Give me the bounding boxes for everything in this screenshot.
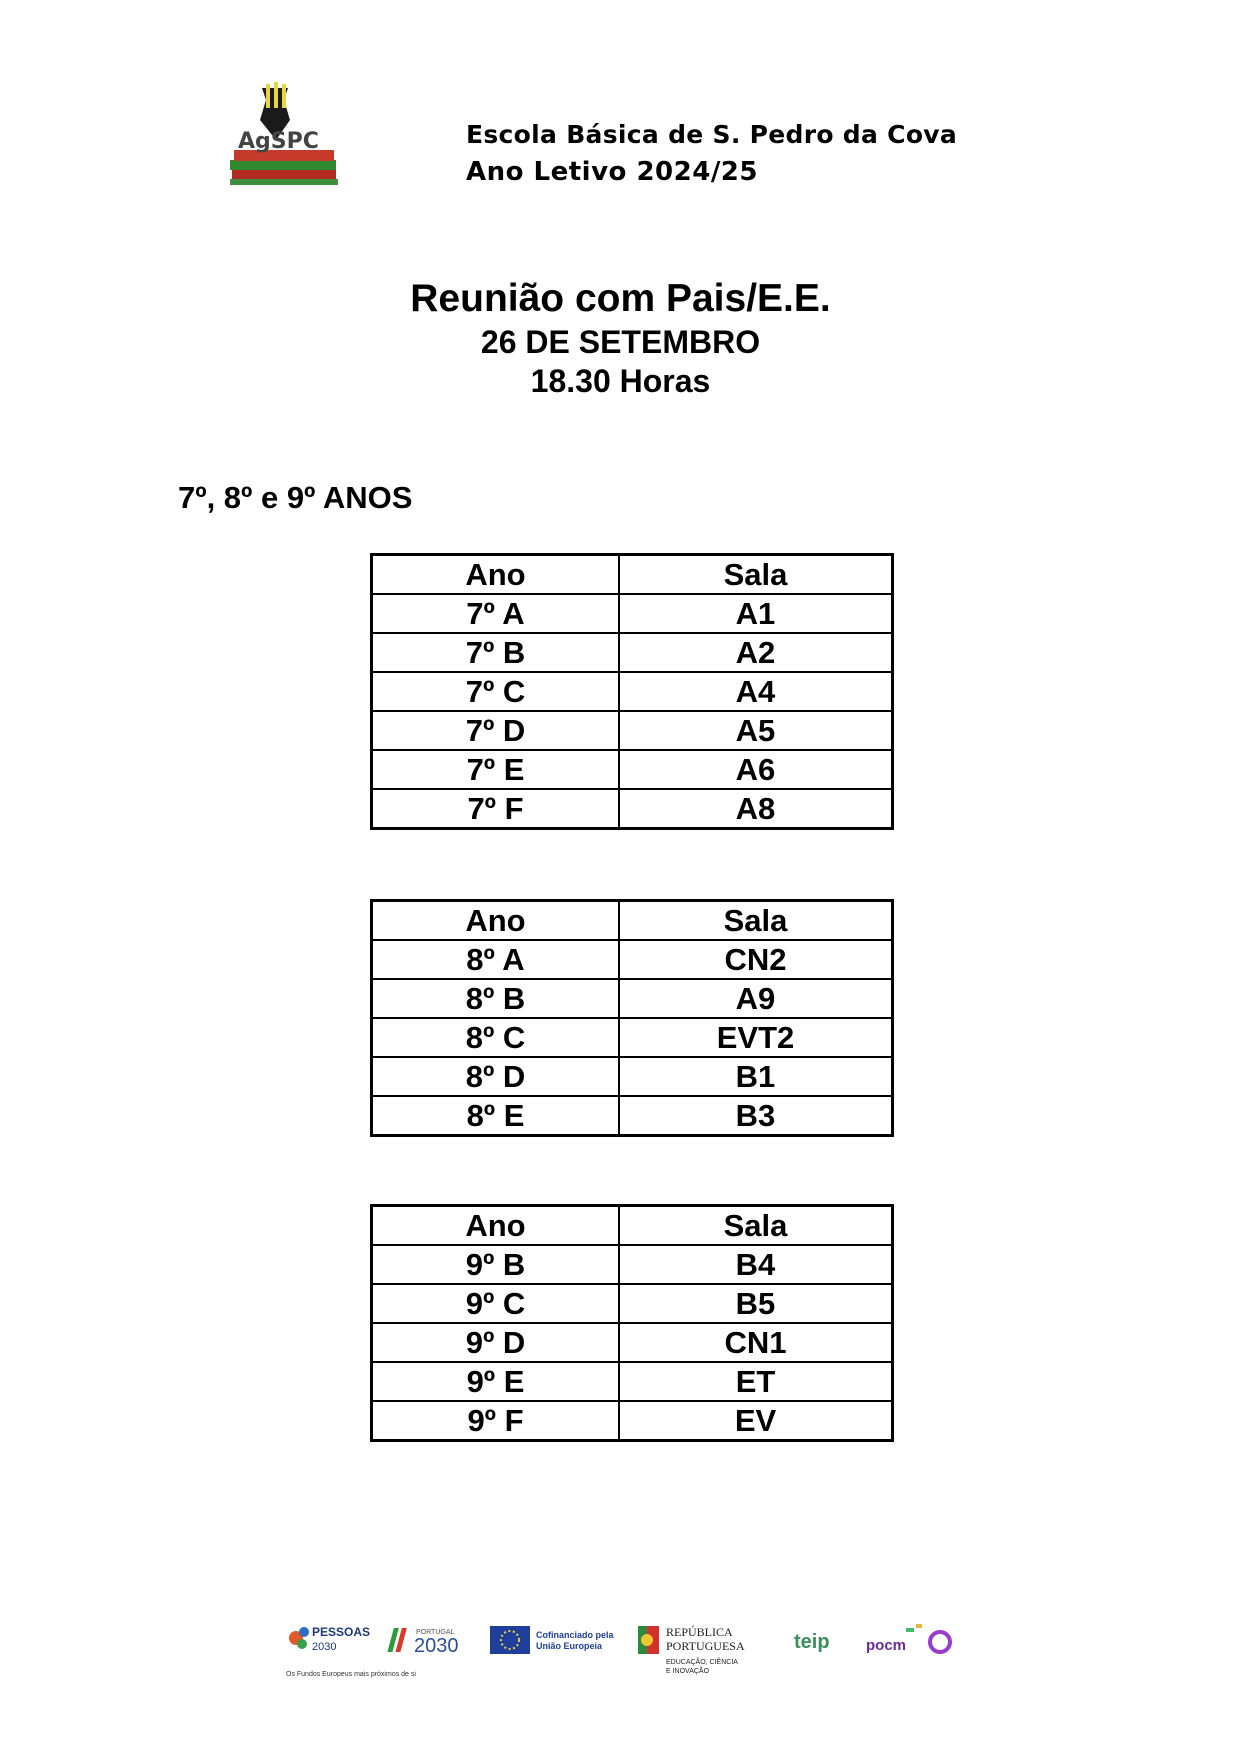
cell-ano: 7º D <box>372 711 620 750</box>
table-row <box>372 1018 893 1057</box>
cell-ano: 7º A <box>372 594 620 633</box>
svg-text:AgSPC: AgSPC <box>238 129 319 154</box>
cell-sala: ET <box>619 1362 893 1401</box>
eu-flag-logo <box>490 1626 615 1654</box>
table-row <box>372 789 893 829</box>
funding-logos-footer <box>286 1620 958 1690</box>
table-row <box>372 1057 893 1096</box>
cell-ano: 9º E <box>372 1362 620 1401</box>
cell-ano: 9º D <box>372 1323 620 1362</box>
cell-ano: 8º E <box>372 1096 620 1136</box>
column-header-ano: Ano <box>372 555 620 595</box>
table-row <box>372 1362 893 1401</box>
pocm-logo <box>866 1624 950 1654</box>
column-header-ano: Ano <box>372 1206 620 1246</box>
column-header-ano: Ano <box>372 901 620 941</box>
cell-ano: 8º A <box>372 940 620 979</box>
svg-text:PORTUGUESA: PORTUGUESA <box>666 1639 745 1653</box>
table-row <box>372 1096 893 1136</box>
svg-text:PORTUGAL: PORTUGAL <box>416 1629 455 1636</box>
column-header-sala: Sala <box>619 1206 893 1246</box>
school-year: Ano Letivo 2024/25 <box>466 157 758 187</box>
school-name: Escola Básica de S. Pedro da Cova <box>466 120 958 149</box>
table-row <box>372 672 893 711</box>
republica-portuguesa-logo <box>638 1625 745 1675</box>
cell-sala: B4 <box>619 1245 893 1284</box>
svg-text:E INOVAÇÃO: E INOVAÇÃO <box>666 1668 710 1675</box>
column-header-sala: Sala <box>619 901 893 941</box>
cell-sala: A1 <box>619 594 893 633</box>
cell-sala: A4 <box>619 672 893 711</box>
table-header-row <box>372 901 893 941</box>
cell-sala: B5 <box>619 1284 893 1323</box>
table-row <box>372 594 893 633</box>
cell-sala: CN1 <box>619 1323 893 1362</box>
svg-text:2030: 2030 <box>312 1641 337 1653</box>
table-row <box>372 979 893 1018</box>
cell-sala: A8 <box>619 789 893 829</box>
table-row <box>372 711 893 750</box>
rooms-table-7 <box>370 553 894 830</box>
column-header-sala: Sala <box>619 555 893 595</box>
rooms-table-9 <box>370 1204 894 1442</box>
cell-sala: B1 <box>619 1057 893 1096</box>
svg-text:Os Fundos Europeus mais próxim: Os Fundos Europeus mais próximos de si <box>286 1671 416 1678</box>
svg-text:União Europeia: União Europeia <box>536 1641 603 1651</box>
cell-ano: 7º B <box>372 633 620 672</box>
cell-sala: A5 <box>619 711 893 750</box>
rooms-table-8 <box>370 899 894 1137</box>
table-header-row <box>372 555 893 595</box>
table-row <box>372 1284 893 1323</box>
meeting-date: 26 DE SETEMBRO <box>480 324 761 360</box>
cell-ano: 7º F <box>372 789 620 829</box>
cell-sala: A6 <box>619 750 893 789</box>
cell-sala: A2 <box>619 633 893 672</box>
portugal-2030-logo <box>387 1628 458 1657</box>
school-logo <box>230 80 350 190</box>
school-header <box>466 120 957 187</box>
table-row <box>372 940 893 979</box>
cell-sala: EV <box>619 1401 893 1441</box>
cell-sala: EVT2 <box>619 1018 893 1057</box>
svg-text:pocm: pocm <box>866 1637 907 1654</box>
table-header-row <box>372 1206 893 1246</box>
cell-ano: 8º D <box>372 1057 620 1096</box>
cell-ano: 7º E <box>372 750 620 789</box>
svg-text:teip: teip <box>794 1631 830 1653</box>
cell-ano: 9º F <box>372 1401 620 1441</box>
svg-text:2030: 2030 <box>414 1635 459 1657</box>
table-row <box>372 1245 893 1284</box>
table-row <box>372 633 893 672</box>
svg-text:REPÚBLICA: REPÚBLICA <box>666 1625 733 1639</box>
table-row <box>372 1401 893 1441</box>
cell-ano: 9º B <box>372 1245 620 1284</box>
cell-sala: A9 <box>619 979 893 1018</box>
section-label: 7º, 8º e 9º ANOS <box>178 480 413 515</box>
meeting-time: 18.30 Horas <box>530 363 711 399</box>
cell-ano: 9º C <box>372 1284 620 1323</box>
table-row <box>372 1323 893 1362</box>
svg-text:EDUCAÇÃO, CIÊNCIA: EDUCAÇÃO, CIÊNCIA <box>666 1659 738 1666</box>
meeting-title: Reunião com Pais/E.E. <box>410 277 831 320</box>
cell-sala: CN2 <box>619 940 893 979</box>
cell-ano: 8º B <box>372 979 620 1018</box>
cell-sala: B3 <box>619 1096 893 1136</box>
svg-text:PESSOAS: PESSOAS <box>312 1625 371 1639</box>
table-row <box>372 750 893 789</box>
teip-logo <box>794 1631 830 1653</box>
cell-ano: 8º C <box>372 1018 620 1057</box>
svg-text:Cofinanciado pela: Cofinanciado pela <box>536 1630 614 1640</box>
cell-ano: 7º C <box>372 672 620 711</box>
